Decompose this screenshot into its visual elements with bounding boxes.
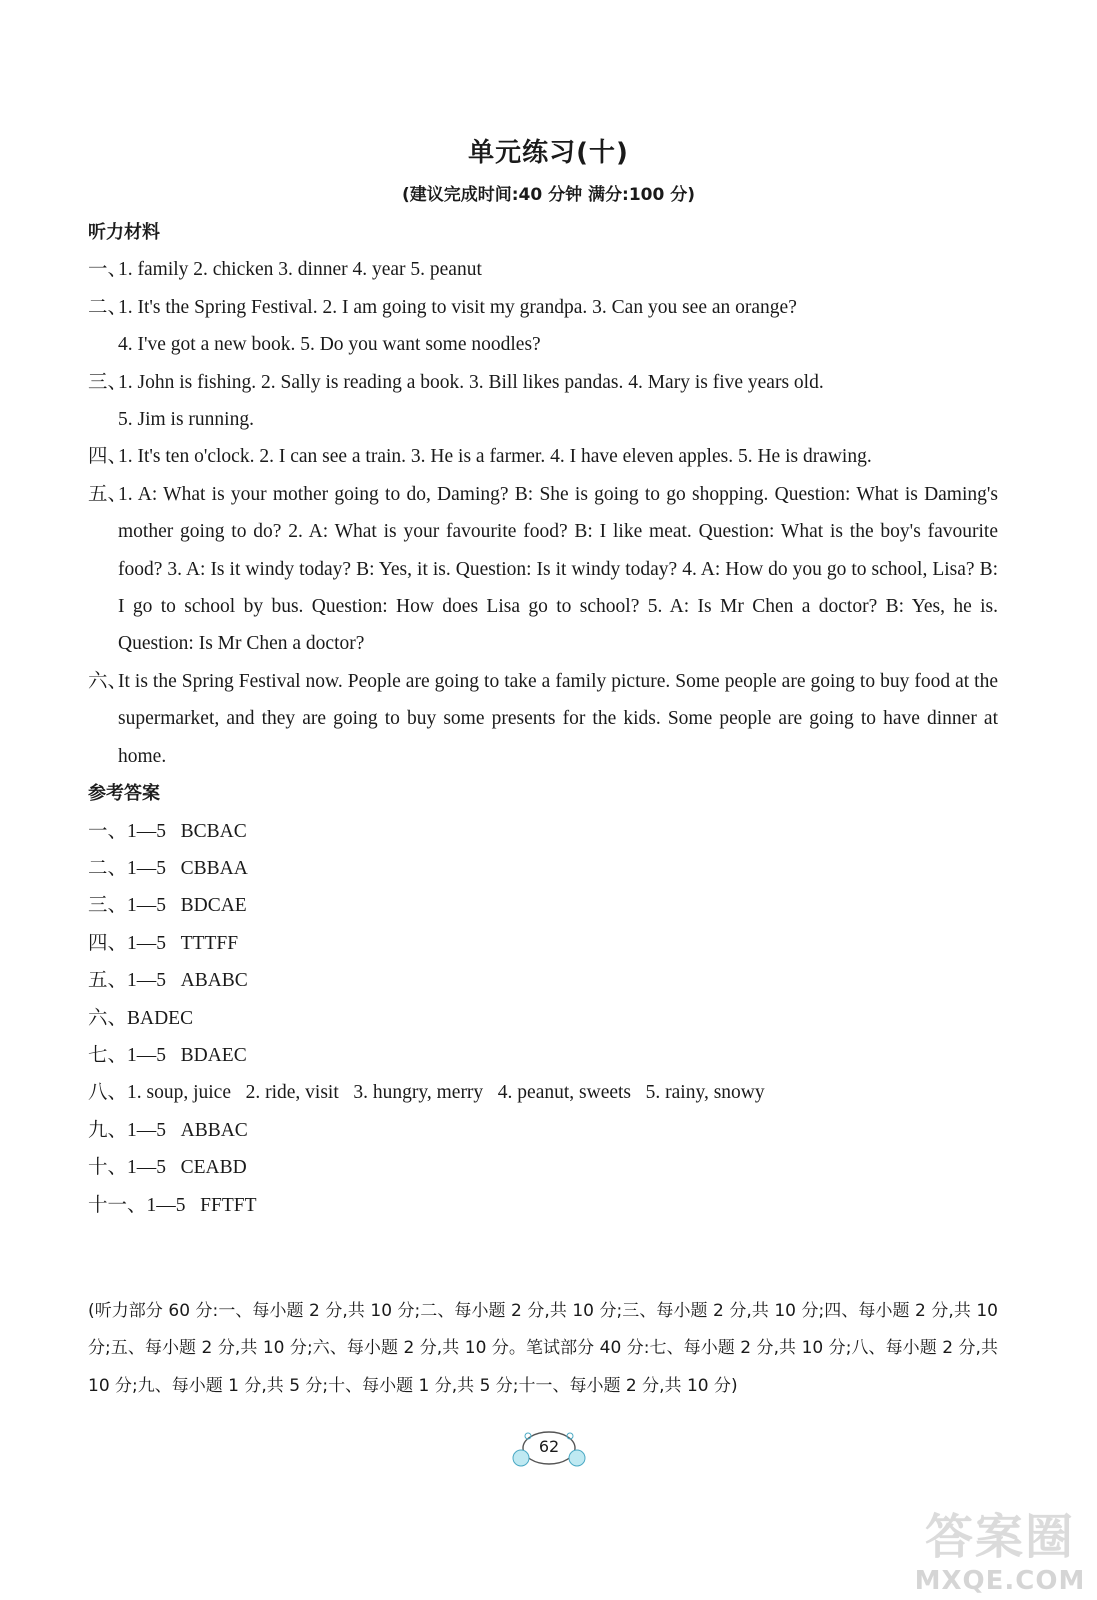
page-number-badge [508, 1428, 590, 1472]
watermark-text: MXQE.COM [914, 1566, 1086, 1596]
page-title: 单元练习(十) [468, 138, 629, 168]
answer-line-11: 十一、1—5 FFTFT [88, 1194, 257, 1216]
answer-line-6: 六、BADEC [88, 1007, 194, 1029]
watermark [905, 1498, 1095, 1598]
answer-line-2: 二、1—5 CBBAA [88, 857, 248, 879]
listening-item-6: 六、It is the Spring Festival now. People are going to take a family picture. Some people are going to buy food at the supermarket, and they are going to buy some presents for the kids. Some people are going to have dinner at home. [88, 670, 998, 767]
page-subtitle: (建议完成时间:40 分钟 满分:100 分) [401, 185, 696, 205]
listening-item-1: 一、1. family 2. chicken 3. dinner 4. year 5. peanut [88, 259, 482, 281]
answer-line-1: 一、1—5 BCBAC [88, 820, 247, 842]
listening-item-5: 五、1. A: What is your mother going to do, Daming? B: She is going to go shopping. Question: What is Daming's mother going to do? 2. A: What is your favourite food? B: I like meat. Question: What is the boy's favourite food? 3. A: Is it windy today? B: Yes, it is. Question: Is it windy today? 4. A: How do you go to school, Lisa? B: I go to school by bus. Question: How does Lisa go to school? 5. A: Is Mr Chen a doctor? B: Yes, he is. Question: Is Mr Chen a doctor? [88, 483, 998, 655]
watermark-logo: 答案圈 [924, 1509, 1075, 1565]
listening-item-2: 二、1. It's the Spring Festival. 2. I am going to visit my grandpa. 3. Can you see an orange? 4. I've got a new book. 5. Do you want some noodles? [88, 296, 797, 356]
main-content [88, 214, 998, 1224]
listening-item-3: 三、1. John is fishing. 2. Sally is reading a book. 3. Bill likes pandas. 4. Mary is five years old. 5. Jim is running. [88, 371, 824, 431]
answer-line-3: 三、1—5 BDCAE [88, 895, 247, 917]
answer-line-5: 五、1—5 ABABC [88, 970, 248, 992]
listening-heading: 听力材料 [88, 222, 160, 243]
answer-line-8: 八、1. soup, juice 2. ride, visit 3. hungry, merry 4. peanut, sweets 5. rainy, snowy [88, 1082, 765, 1104]
answer-line-4: 四、1—5 TTTFF [88, 932, 239, 954]
scoring-note: (听力部分 60 分:一、每小题 2 分,共 10 分;二、每小题 2 分,共 10 分;三、每小题 2 分,共 10 分;四、每小题 2 分,共 10 分;五、每小题 2 分,共 10 分;六、每小题 2 分,共 10 分。笔试部分 40 分:七、每小题 2 分,共 10 分;八、每小题 2 分,共 10 分;九、每小题 1 分,共 5 分;十、每小题 1 分,共 5 分;十一、每小题 2 分,共 10 分) [88, 1301, 998, 1396]
answer-line-10: 十、1—5 CEABD [88, 1157, 247, 1179]
page-number: 62 [538, 1437, 560, 1456]
listening-item-4: 四、1. It's ten o'clock. 2. I can see a train. 3. He is a farmer. 4. I have eleven apples. 5. He is drawing. [88, 446, 872, 468]
answers-heading: 参考答案 [88, 783, 160, 805]
answer-line-7: 七、1—5 BDAEC [88, 1044, 247, 1066]
answer-line-9: 九、1—5 ABBAC [88, 1119, 248, 1141]
